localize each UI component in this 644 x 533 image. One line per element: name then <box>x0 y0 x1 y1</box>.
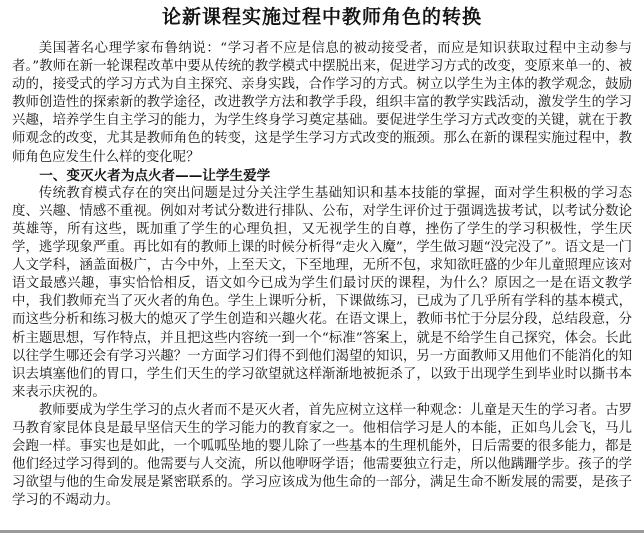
section-paragraph-2: 教师要成为学生学习的点火者而不是灭火者，首先应树立这样一种观念：儿童是天生的学习者。古罗马教育家昆体良是最早坚信天生的学习能力的教育家之一。他相信学习是人的本能，正如鸟儿会飞，马儿会跑一样。事实也是如此，一个呱呱坠地的婴儿除了一些基本的生理机能外，日后需要的很多能力，都是他们经过学习得到的。他需要与人交流，所以他咿呀学语；他需要独立行走，所以他蹒跚学步。孩子的学习欲望与他的生命发展是紧密联系的。学习应该成为他生命的一部分，满足生命不断发展的需要，是孩子学习的不竭动力。 <box>12 402 632 509</box>
intro-paragraph: 美国著名心理学家布鲁纳说：“学习者不应是信息的被动接受者，而应是知识获取过程中主动参与者。”教师在新一轮课程改革中要从传统的教学模式中摆脱出来，促进学习方式的改变，变原来单一的、被动的，接受式的学习方式为自主探究、亲身实践，合作学习的方式。树立以学生为主体的教学观念，鼓励教师创造性的探索新的教学途径，改进教学方法和教学手段，组织丰富的教学实践活动，激发学生的学习兴趣，培养学生自主学习的能力，为学生终身学习奠定基础。要促进学生学习方式改变的关键，就在于教师观念的改变，尤其是教师角色的转变，这是学生学习方式改变的瓶颈。那么在新的课程实施过程中，教师角色应发生什么样的变化呢？ <box>12 41 632 165</box>
section-heading: 一、变灭火者为点火者——让学生爱学 <box>39 167 271 184</box>
section-paragraph-1: 传统教育模式存在的突出问题是过分关注学生基础知识和基本技能的掌握，面对学生积极的学习态度、兴趣、情感不重视。例如对考试分数进行排队、公布，对学生评价过于强调选拔考试，以考试分数论英雄等，所有这些，既加重了学生的心理负担，又无视学生的自尊，挫伤了学生的学习积极性，学生厌学，逃学现象严重。再比如有的教师上课的时候分析得“走火入魔”，学生做习题“没完没了”。语文是一门人文学科，涵盖面极广，古今中外，上至天文，下至地理，无所不包，求知欲旺盛的少年儿童照理应该对语文最感兴趣，事实恰恰相反，语文如今已成为学生们最讨厌的课程，为什么？原因之一是在语文教学中，我们教师充当了灭火者的角色。学生上课听分析，下课做练习，已成为了几乎所有学科的基本模式，而这些分析和练习极大的熄灭了学生创造和兴趣火花。在语文课上，教师书忙于分层分段，总结段意，分析主题思想，写作特点，并且把这些内容统一到一个“标准”答案上，就是不给学生自己探究，体会。长此以往学生哪还会有学习兴趣？一方面学习们得不到他们渴望的知识，另一方面教师又用他们不能消化的知识去填塞他们的胃口，学生们天生的学习欲望就这样渐渐地被扼杀了，以致于出现学生到毕业时以撕书本来表示庆祝的。 <box>12 185 632 400</box>
document-title: 论新课程实施过程中教师角色的转换 <box>161 6 482 28</box>
